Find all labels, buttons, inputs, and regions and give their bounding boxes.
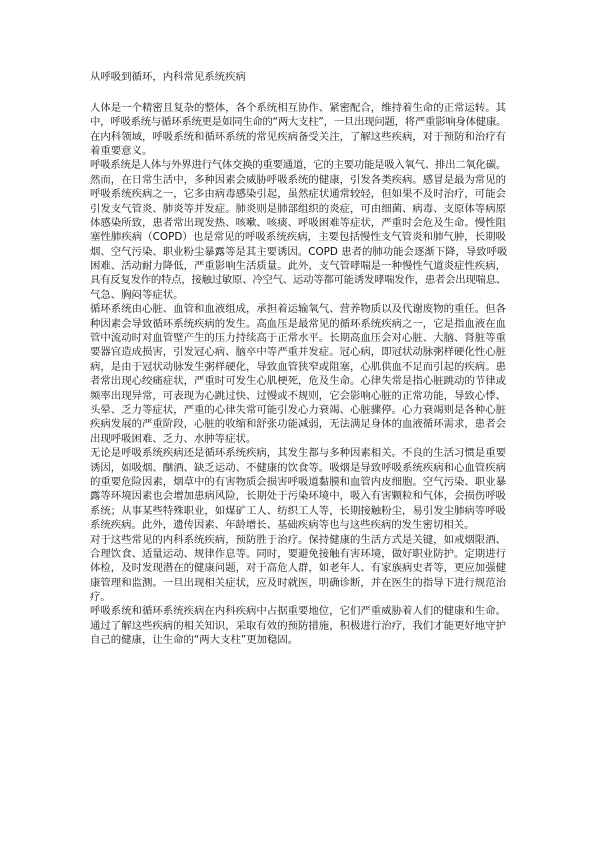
text-line: 无论是呼吸系统疾病还是循环系统疾病，其发生都与多种因素相关。不良的生活习惯是重要 xyxy=(90,447,506,460)
document-title: 从呼吸到循环，内科常见系统疾病 xyxy=(90,71,246,83)
text-line: 系统；从事某些特殊职业，如煤矿工人、纺织工人等，长期接触粉尘，易引发尘肺病等呼吸 xyxy=(90,504,506,517)
text-line: 通过了解这些疾病的相关知识，采取有效的预防措施，积极进行治疗，我们才能更好地守护 xyxy=(90,619,506,632)
text-line: 困难、活动耐力降低，严重影响生活质量。此外，支气管哮喘是一种慢性气道炎症性疾病， xyxy=(90,260,506,273)
text-line: 合理饮食、适量运动、规律作息等。同时，要避免接触有害环境，做好职业防护。定期进行 xyxy=(90,547,506,560)
text-line: 着重要意义。 xyxy=(90,144,153,157)
text-line: 自己的健康，让生命的“两大支柱”更加稳固。 xyxy=(90,634,299,647)
text-line: 对于这些常见的内科系统疾病，预防胜于治疗。保持健康的生活方式是关键，如戒烟限酒、 xyxy=(90,533,506,546)
paragraph-circulatory xyxy=(90,302,506,446)
text-line: 管中流动时对血管壁产生的压力持续高于正常水平。长期高血压会对心脏、大脑、肾脏等重 xyxy=(90,332,506,345)
text-line: 要器官造成损害，引发冠心病、脑卒中等严重并发症。冠心病，即冠状动脉粥样硬化性心脏 xyxy=(90,346,506,359)
text-line: 循环系统由心脏、血管和血液组成，承担着运输氧气、营养物质以及代谢废物的重任。但各 xyxy=(90,303,506,316)
text-line: 然而，在日常生活中，多种因素会威胁呼吸系统的健康，引发各类疾病。感冒是最为常见的 xyxy=(90,173,506,186)
text-line: 者常出现心绞痛症状，严重时可发生心肌梗死，危及生命。心律失常是指心脏跳动的节律或 xyxy=(90,375,506,388)
text-line: 呼吸系统是人体与外界进行气体交换的重要通道，它的主要功能是吸入氧气、排出二氧化碳。 xyxy=(90,159,506,172)
paragraph-causes xyxy=(90,446,506,532)
text-line: 疾病发展的严重阶段，心脏的收缩和舒张功能减弱，无法满足身体的血液循环需求，患者会 xyxy=(90,418,506,431)
text-line: 在内科领域，呼吸系统和循环系统的常见疾病备受关注，了解这些疾病，对于预防和治疗有 xyxy=(90,130,506,143)
text-line: 头晕、乏力等症状，严重的心律失常可能引发心力衰竭、心脏骤停。心力衰竭则是各种心脏 xyxy=(90,403,506,416)
paragraph-respiratory xyxy=(90,158,506,302)
text-line: 引发支气管炎、肺炎等并发症。肺炎则是肺部组织的炎症，可由细菌、病毒、支原体等病原 xyxy=(90,202,506,215)
document-body xyxy=(90,70,506,648)
paragraph-intro xyxy=(90,101,506,159)
text-line: 烟、空气污染、职业粉尘暴露等是其主要诱因。COPD 患者的肺功能会逐渐下降，导致呼吸 xyxy=(90,245,508,258)
text-line: 体检，及时发现潜在的健康问题，对于高危人群，如老年人、有家族病史者等，更应加强健 xyxy=(90,562,506,575)
text-line: 出现呼吸困难、乏力、水肿等症状。 xyxy=(90,432,257,445)
text-line: 系统疾病。此外，遗传因素、年龄增长、基础疾病等也与这些疾病的发生密切相关。 xyxy=(90,519,475,532)
text-line: 诱因，如吸烟、酗酒、缺乏运动、不健康的饮食等。吸烟是导致呼吸系统疾病和心血管疾病 xyxy=(90,461,506,474)
text-line: 中，呼吸系统与循环系统更是如同生命的“两大支柱”，一旦出现问题，将严重影响身体健康。 xyxy=(90,116,506,129)
text-line: 具有反复发作的特点，接触过敏原、冷空气、运动等都可能诱发哮喘发作，患者会出现喘息、 xyxy=(90,274,506,287)
text-line: 呼吸系统疾病之一，它多由病毒感染引起，虽然症状通常较轻，但如果不及时治疗，可能会 xyxy=(90,188,506,201)
text-line: 塞性肺疾病（COPD）也是常见的呼吸系统疾病，主要包括慢性支气管炎和肺气肿，长期吸 xyxy=(90,231,506,244)
text-line: 气急、胸闷等症状。 xyxy=(90,288,184,301)
text-line: 康管理和监测。一旦出现相关症状，应及时就医，明确诊断，并在医生的指导下进行规范治 xyxy=(90,576,506,589)
paragraph-conclusion xyxy=(90,604,506,647)
text-line: 露等环境因素也会增加患病风险，长期处于污染环境中，吸入有害颗粒和气体，会损伤呼吸 xyxy=(90,490,506,503)
text-line: 种因素会导致循环系统疾病的发生。高血压是最常见的循环系统疾病之一，它是指血液在血 xyxy=(90,317,506,330)
text-line: 病，是由于冠状动脉发生粥样硬化，导致血管狭窄或阻塞，心肌供血不足而引起的疾病。患 xyxy=(90,360,506,373)
text-line: 人体是一个精密且复杂的整体，各个系统相互协作、紧密配合，维持着生命的正常运转。其 xyxy=(90,101,506,114)
text-line: 的重要危险因素，烟草中的有害物质会损害呼吸道黏膜和血管内皮细胞。空气污染、职业暴 xyxy=(90,475,506,488)
text-line: 频率出现异常，可表现为心跳过快、过慢或不规则，它会影响心脏的正常功能，导致心悸、 xyxy=(90,389,506,402)
text-line: 体感染所致，患者常出现发热、咳嗽、咳痰、呼吸困难等症状，严重时会危及生命。慢性阻 xyxy=(90,216,506,229)
text-line: 呼吸系统和循环系统疾病在内科疾病中占据重要地位，它们严重威胁着人们的健康和生命。 xyxy=(90,605,506,618)
text-line: 疗。 xyxy=(90,591,111,604)
paragraph-prevention xyxy=(90,533,506,605)
